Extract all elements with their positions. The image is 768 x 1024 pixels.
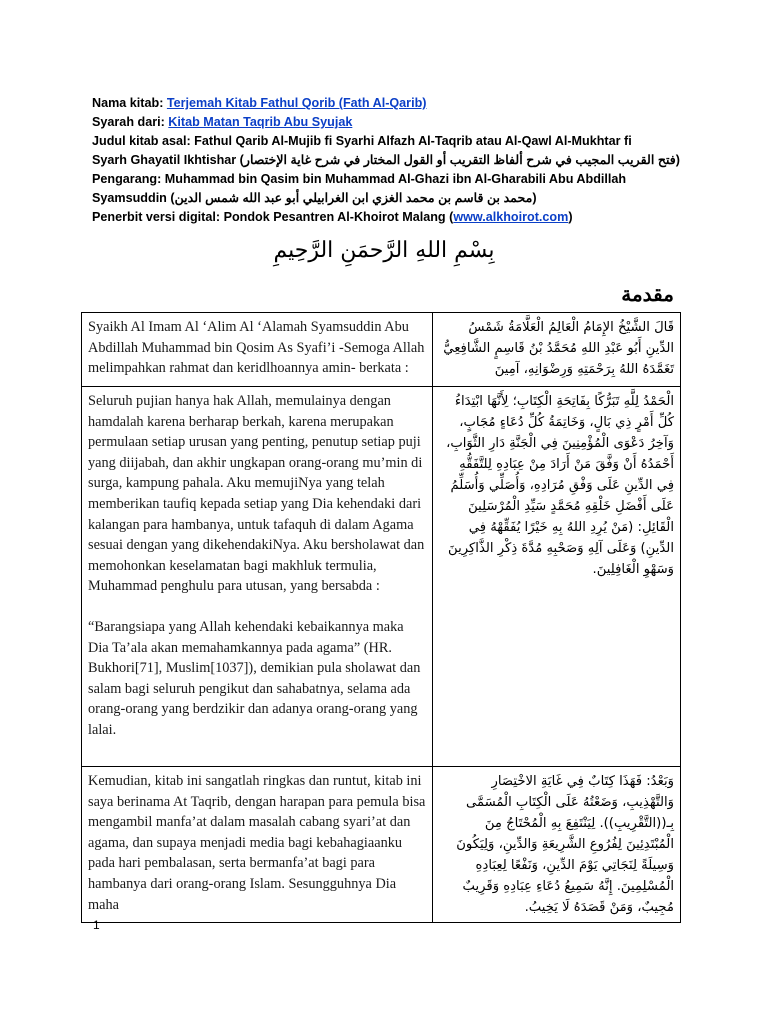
latin-paragraph: Seluruh pujian hanya hak Allah, memulainya dengan hamdalah karena berharap berkah, karena merupakan permulaan setiap urusan yang penting, penutup setiap puji yang diijabah, dan akhir ungkapan orang-orang mu’min di surga, kampung pahala. Aku memujiNya yang telah memberikan taufiq kepada setiap yang Dia kehendaki dari kalangan para hambanya, untuk tafaquh di dalam Agama sesuai dengan yang dikehendakiNya. Aku bersholawat dan memohonkan keselamatan bagi makhluk termulia, Muhammad penghulu para utusan, yang bersabda :: [88, 393, 425, 595]
table-row: [82, 313, 681, 387]
penerbit-label: Penerbit versi digital: Pondok Pesantren Al-Khoirot Malang (: [92, 210, 454, 224]
latin-paragraph: Syaikh Al Imam Al ‘Alim Al ‘Alamah Syamsuddin Abu Abdillah Muhammad bin Qosim As Syafi’i -Semoga Allah melimpahkan rahmat dan keridlhoannya amin- berkata :: [88, 319, 425, 377]
latin-cell: [82, 767, 433, 923]
judul-line-1: Judul kitab asal: Fathul Qarib Al-Mujib fi Syarhi Alfazh Al-Taqrib atau Al-Qawl Al-Mukhtar fi: [92, 134, 632, 148]
arabic-cell: الْحَمْدُ لِلَّهِ تَبَرُّكًا بِفَاتِحَةِ الْكِتَابِ؛ لِأَنَّهَا ابْتِدَاءُ كُلِّ أَمْرٍ ذِي بَالٍ، وَخَاتِمَةُ كُلِّ دُعَاءٍ مُجَابٍ، وَآخِرُ دَعْوَى الْمُؤْمِنِينَ فِي الْجَنَّةِ دَارِ الثَّوَابِ، أَحْمَدُهُ أَنْ وَفَّقَ مَنْ أَرَادَ مِنْ عِبَادِهِ لِلتَّفَقُّهِ فِي الدِّينِ عَلَى وَفْقِ مُرَادِهِ، وَأُصَلِّي وَأُسَلِّمُ عَلَى أَفْضَلِ خَلْقِهِ مُحَمَّدٍ سَيِّدِ الْمُرْسَلِينَ الْقَائِلِ: (مَنْ يُرِدِ اللهُ بِهِ خَيْرًا يُفَقِّهْهُ فِي الدِّينِ) وَعَلَى آلِهِ وَصَحْبِهِ مُدَّةَ ذِكْرِ الذَّاكِرِينَ وَسَهْوِ الْغَافِلِينَ.: [433, 387, 681, 767]
syarah-line: [92, 113, 692, 132]
syarah-link[interactable]: Kitab Matan Taqrib Abu Syujak: [168, 115, 353, 129]
penerbit-link[interactable]: www.alkhoirot.com: [453, 210, 569, 224]
pengarang-line-2: Syamsuddin (محمد بن قاسم بن محمد الغزي ابن الغرابيلي أبو عبد الله شمس الدين): [92, 191, 537, 205]
basmala: بِسْمِ اللهِ الرَّحمَنِ الرَّحِيمِ: [273, 238, 495, 263]
nama-kitab-line: [92, 94, 692, 113]
nama-kitab-link[interactable]: Terjemah Kitab Fathul Qorib (Fath Al-Qarib): [166, 96, 427, 110]
table-row: [82, 767, 681, 923]
pengarang-line-1: Pengarang: Muhammad bin Qasim bin Muhammad Al-Ghazi ibn Al-Gharabili Abu Abdillah: [92, 172, 627, 186]
latin-paragraph: “Barangsiapa yang Allah kehendaki kebaikannya maka Dia Ta’ala akan memahamkannya pada agama” (HR. Bukhori[71], Muslim[1037]), demikian pula sholawat dan salam bagi seluruh pengikut dan sahabatnya, selama ada orang-orang yang berdzikir dan adanya orang-orang yang lalai.: [88, 618, 421, 738]
penerbit-line: [92, 208, 692, 227]
document-header: [92, 94, 692, 227]
section-title-muqaddimah: مقدمة: [621, 282, 674, 306]
judul-line-2: Syarh Ghayatil Ikhtishar (فتح القريب المجيب في شرح ألفاظ التقريب أو القول المختار في شرح غاية الإختصار): [92, 153, 680, 167]
arabic-cell: قَالَ الشَّيْخُ الإِمَامُ الْعَالِمُ الْعَلَّامَةُ شَمْسُ الدِّينِ أَبُو عَبْدِ اللهِ مُحَمَّدُ بْنُ قَاسِمٍ الشَّافِعِيُّ تَغَمَّدَهُ اللهُ بِرَحْمَتِهِ وَرِضْوَانِهِ، آمِينَ: [433, 313, 681, 387]
latin-paragraph: Kemudian, kitab ini sangatlah ringkas dan runtut, kitab ini saya berinama At Taqrib, dengan harapan para pemula bisa mengambil manfa’at dalam masalah cabang syari’at dan agama, dan supaya menjadi media bagi kebahagiaanku pada hari pembalasan, serta bermanfa’at bagi para hambanya dari orang-orang Islam. Sesungguhnya Dia maha: [88, 773, 426, 913]
arabic-cell: وَبَعْدُ: فَهَذَا كِتَابٌ فِي غَايَةِ الاخْتِصَارِ وَالتَّهْذِيبِ، وَضَعْتُهُ عَلَى الْكِتَابِ الْمُسَمَّى بِـ((التَّقْرِيبِ)). لِيَنْتَفِعَ بِهِ الْمُحْتَاجُ مِنَ الْمُبْتَدِئِينَ لِفُرُوعِ الشَّرِيعَةِ وَالدِّينِ، وَلِيَكُونَ وَسِيلَةً لِنَجَاتِي يَوْمَ الدِّينِ، وَنَفْعًا لِعِبَادِهِ الْمُسْلِمِينَ. إِنَّهُ سَمِيعُ دُعَاءِ عِبَادِهِ وَقَرِيبٌ مُجِيبٌ، وَمَنْ قَصَدَهُ لَا يَخِيبُ.: [433, 767, 681, 923]
penerbit-close: ): [568, 210, 573, 224]
page-number: 1: [93, 918, 100, 932]
table-row: [82, 387, 681, 767]
latin-cell: [82, 387, 433, 767]
syarah-label: Syarah dari:: [92, 115, 169, 129]
latin-cell: [82, 313, 433, 387]
nama-kitab-label: Nama kitab:: [92, 96, 167, 110]
translation-table: [81, 312, 681, 923]
